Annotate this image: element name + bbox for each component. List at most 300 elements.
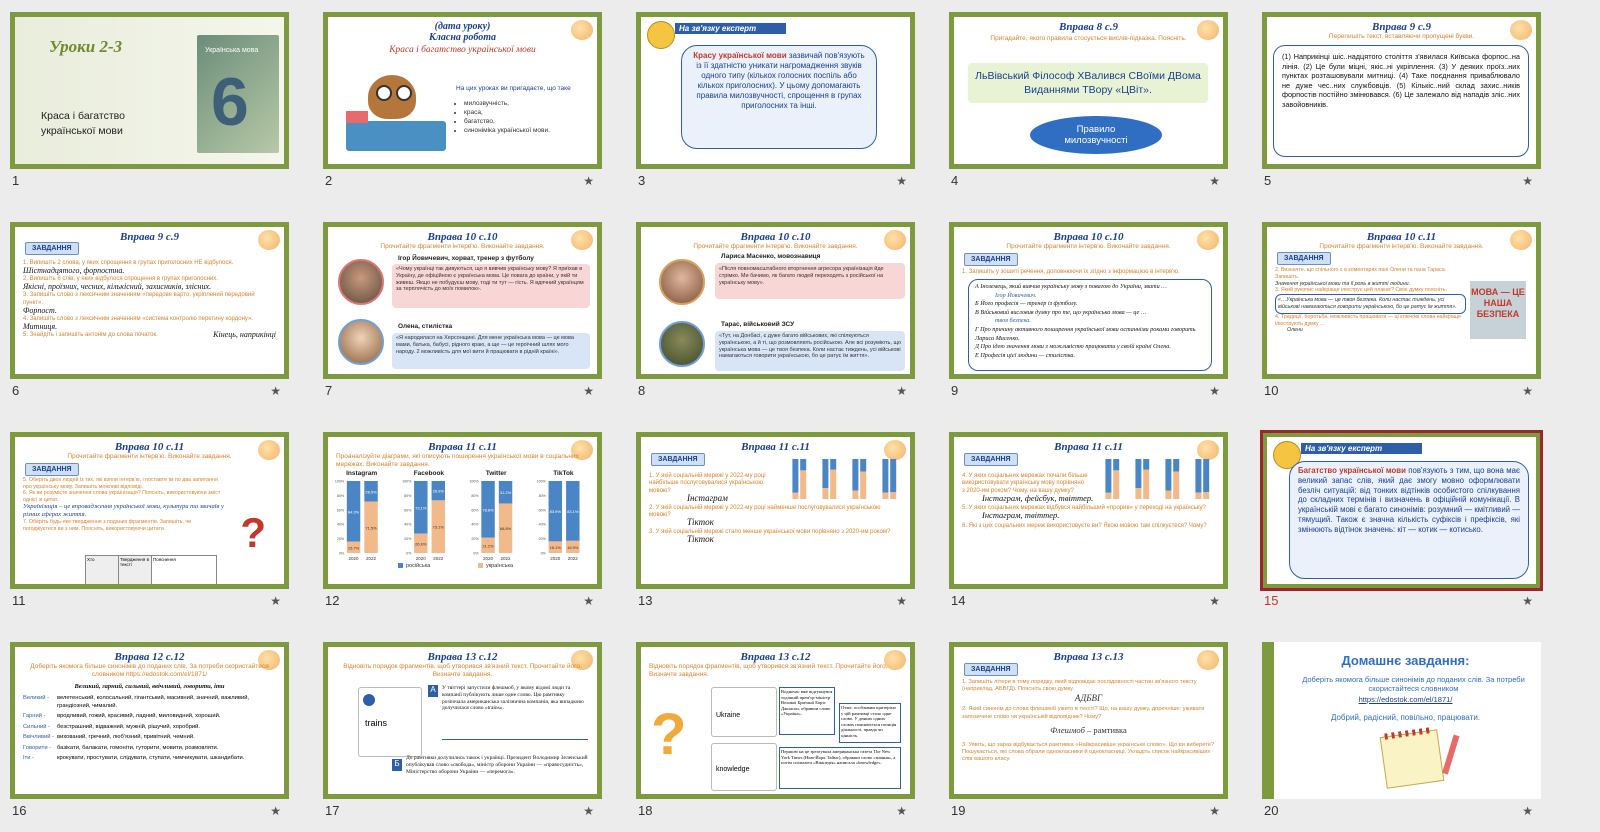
tweet-card [711, 687, 777, 737]
slide-thumbnail-4[interactable] [949, 12, 1228, 169]
synonyms: велетенський, колосальний, гігантський, масивний, значний, важливий, грандіозний, чималий. [57, 695, 250, 709]
data-label: 15.7% [347, 545, 360, 551]
y-tick-label: 80% [336, 493, 345, 498]
synonyms: вихований, гречний, люб'язний, привітний, чемний. [57, 734, 195, 740]
slide-cell-20 [1262, 642, 1541, 818]
slide-caption-line2: української мови [41, 125, 123, 137]
animation-star-icon[interactable]: ★ [270, 384, 281, 398]
tweet-avatar [363, 694, 375, 706]
task-list: 1. Запишіть літери в тому порядку, який відповідає послідовності частин зв'язного тексту (наприклад, АБВГД). Поясніть свою думку. АДБВГ 2. Який синонім до слова флешмоб ужито в тексті? Що, на вашу думку, доречніше: уживати запозичене слово чи українській відповідник? Чому? Флешмоб – рамтивка 3. Уявіть, що зараз відбувається рамтивка «Найкрасивіше українське слово». Що ви виберете? Пошукається, які слова обрали однокласники й однокласниці. Укладіть список найкрасивіших слів вашого класу. [962, 679, 1215, 763]
question-mark-figure-icon: ? [240, 509, 266, 556]
intro-text: На цих уроках ви пригадаєте, що таке [456, 85, 571, 92]
slide-title: Вправа 9 с.9 [1372, 21, 1431, 33]
bar-russian [800, 459, 806, 470]
y-tick-label: 60% [336, 508, 345, 513]
x-tick-label: 2022 [500, 556, 511, 561]
bullet-item: • милозвучність, [464, 99, 550, 108]
answer-line: Ігор Йовичевич. [995, 291, 1037, 299]
slide-number: 1 [12, 173, 20, 188]
bar-russian [860, 459, 866, 471]
question: 6. Як ви розумієте значення слова українізація? Поясніть, використовуючи зміст однієї зі цитат. [23, 490, 221, 503]
statement-table [85, 555, 217, 584]
bar-russian [1143, 459, 1149, 470]
animation-star-icon[interactable]: ★ [1209, 594, 1220, 608]
animation-star-icon[interactable]: ★ [896, 594, 907, 608]
word: Великий - [23, 695, 50, 701]
bullet-list [452, 99, 550, 135]
slide-cell-10 [1262, 222, 1541, 398]
word: Сильний - [23, 723, 51, 730]
y-tick-label: 40% [336, 522, 345, 527]
slide-title: Вправа 8 с.9 [1059, 21, 1118, 33]
slide-number: 11 [12, 593, 26, 608]
slide-thumbnail-5[interactable] [1262, 12, 1541, 169]
task-badge: ЗАВДАННЯ [964, 663, 1018, 676]
slide-cell-18 [636, 642, 915, 818]
book-title: Українська мова [205, 47, 259, 54]
slide-title: Домашнє завдання: [1341, 653, 1470, 668]
x-tick-label: 2020 [415, 556, 426, 561]
y-tick-label: 0% [473, 551, 479, 556]
slide-cell-3 [636, 12, 915, 188]
x-tick-label: 2020 [483, 556, 494, 561]
question: 5. Знайдіть і запишіть антонім до слова початок. [23, 332, 158, 338]
answer: Інстаграм [687, 493, 728, 504]
bar-russian [1173, 459, 1179, 471]
slide-subtitle: Доберіть якомога більше синонімів до поданих слів. За потреби скористайтеся словником https://edostok.com/el/1871/ [30, 663, 269, 678]
dictionary-link[interactable]: https://edostok.com/el/1871/ [1358, 695, 1453, 704]
slide-title: Вправа 11 с.11 [428, 441, 497, 453]
slide-thumbnail-8[interactable] [636, 222, 915, 379]
slide-thumbnail-7[interactable] [323, 222, 602, 379]
slide-number: 10 [1264, 383, 1279, 398]
legend-swatch [478, 563, 483, 568]
table-header: Пояснення [153, 557, 176, 562]
y-tick-label: 100% [402, 479, 412, 484]
synonyms: безстрашний, відважний, мужній, рішучий, хоробрий. [57, 723, 201, 730]
slide-thumbnail-9[interactable] [949, 222, 1228, 379]
tweet-card [358, 687, 422, 757]
slide-title: Вправа 11 с.11 [741, 441, 810, 453]
phrase-box: ЛьВівський Філософ ХВалився СВоїми ДВома Виданнями ТВору «ЦВіт». [968, 63, 1208, 103]
person-name: Лариса Масенко, мовознавиця [721, 253, 821, 260]
book-digit: 6 [211, 64, 249, 140]
slide-number: 15 [1264, 593, 1279, 608]
animation-star-icon[interactable]: ★ [270, 804, 281, 818]
question-mark-figure-icon: ? [651, 702, 687, 767]
synonyms-list [23, 695, 276, 763]
table-header: Хто [86, 556, 119, 584]
answers-box [968, 279, 1212, 371]
slide-title: Класна робота [428, 32, 497, 43]
slide-cell-11 [10, 432, 289, 608]
task-badge: ЗАВДАННЯ [964, 453, 1018, 466]
data-label: 84.3% [347, 509, 360, 515]
task-list [962, 473, 1215, 531]
answer: Флешмоб [1050, 724, 1085, 735]
answer-line: Г Про причину активного поширення української мови останніми роками говорить Лариса Масенко. [975, 325, 1196, 342]
y-tick-label: 40% [471, 522, 479, 527]
slide-thumbnail-14[interactable] [949, 432, 1228, 589]
slide-thumbnail-2[interactable] [323, 12, 602, 169]
data-label: 26.9% [432, 488, 444, 494]
slide-title: Вправа 9 с.9 [120, 231, 179, 243]
slide-cell-19 [949, 642, 1228, 818]
tweet-word: Ukraine [716, 712, 741, 719]
slide-cell-9 [949, 222, 1228, 398]
question: 7. Оберіть будь-яке твердження з поданих фрагментів. Запишіть, чи погоджуєтеся ви з ним. Поясніть, використовуючи цитати. [23, 519, 192, 532]
slide-thumbnail-grid [10, 12, 1541, 818]
animation-star-icon[interactable]: ★ [583, 384, 594, 398]
data-label: 83.1% [567, 508, 579, 514]
y-tick-label: 20% [471, 537, 479, 542]
book-cover-image [197, 35, 279, 153]
task-badge: ЗАВДАННЯ [25, 463, 79, 476]
question: 6. Які з цих соціальних мереж використовуєте ви? Якою мовою там спілкуєтеся? Чому? [962, 523, 1207, 530]
person-photo [338, 319, 384, 365]
tweet-card [711, 743, 777, 791]
y-tick-label: 80% [404, 493, 412, 498]
answer: Якісні, проїзних, чесних, кількісний, захисників, злісних. [23, 282, 212, 291]
question: 4. Запишіть слово з лексичним значенням «система контролю перетину кордону». [23, 316, 253, 322]
slide-subtitle: Відновіть порядок фрагментів, щоб утворився зв'язний текст. Прочитайте його. Визначте завдання. [649, 663, 888, 678]
animation-star-icon[interactable]: ★ [583, 174, 594, 188]
synonyms: вродливий, гожий, красивий, ладний, миловидний, хороший. [57, 713, 221, 719]
answer: Кінець, наприкінці [213, 330, 276, 339]
animation-star-icon[interactable]: ★ [1209, 174, 1220, 188]
y-tick-label: 0% [540, 551, 546, 556]
bullet-item: • багатство, [464, 117, 550, 126]
slide-subtitle: Прочитайте фрагменти інтерв'ю. Виконайте завдання. [380, 243, 545, 250]
person-name: Ігор Йовичевич, хорват, тренер з футболу [398, 255, 534, 262]
slide-thumbnail-17[interactable] [323, 642, 602, 799]
synonyms: крокувати, простувати, слідувати, ступати, чимчикувати, шкандибати. [57, 755, 245, 761]
animation-star-icon[interactable]: ★ [1522, 174, 1533, 188]
person-photo [338, 259, 384, 305]
expert-text-box [681, 45, 877, 149]
homework-text: Доберіть якомога більше синонімів до поданих слів. За потреби скористайтеся словником [1302, 675, 1525, 693]
x-tick-label: 2022 [567, 556, 578, 561]
slide-cell-14 [949, 432, 1228, 608]
slide-cell-8 [636, 222, 915, 398]
y-tick-label: 40% [404, 522, 412, 527]
data-label: 73.1% [415, 505, 427, 511]
y-tick-label: 60% [471, 508, 479, 513]
y-tick-label: 0% [338, 551, 345, 556]
y-tick-label: 20% [404, 537, 412, 542]
question: 2. Випишіть 6 слів, у яких відбулося спрощення в групах приголосних. [23, 276, 218, 282]
y-tick-label: 60% [538, 508, 546, 513]
animation-star-icon[interactable]: ★ [1209, 804, 1220, 818]
task-list [23, 259, 276, 339]
answer: Олени [1287, 327, 1303, 334]
slide-subtitle: Прочитайте фрагменти інтерв'ю. Виконайте завдання. [67, 453, 232, 460]
slide-thumbnail-18[interactable] [636, 642, 915, 799]
question: 5. Оберіть двох людей із тих, які взяли інтерв'ю, і поставте їм по два запитання про українську мову. Запишіть можливі відповіді. [23, 477, 218, 490]
data-label: 16.9% [567, 544, 579, 550]
slide-cell-17 [323, 642, 602, 818]
data-label: 83.9% [549, 509, 561, 515]
answer: Тікток [687, 534, 714, 545]
animation-star-icon[interactable]: ★ [896, 804, 907, 818]
question: 3. Уявіть, що зараз відбувається рамтивка «Найкрасивіше українське слово». Що ви виберете? Пошукається, які слова обрали однокласники й однокласниці. Укладіть список найкрасивіших слів вашого класу. [962, 741, 1215, 763]
slide-cell-7 [323, 222, 602, 398]
data-label: 16.1% [549, 545, 561, 551]
fragment-d: Першою на це зреагувала американська газета The New York Times (Нью-Йорк Таймс), обравши слово «знання», а потім спільнота «Вікіпедія» написала «knowledge». [779, 747, 901, 789]
tweet-word: knowledge [716, 766, 750, 773]
answer: Форпост. [23, 306, 57, 315]
animation-star-icon[interactable]: ★ [896, 384, 907, 398]
person-name: Тарас, військовий ЗСУ [721, 321, 795, 328]
slide-thumbnail-16[interactable] [10, 642, 289, 799]
person-name: Олена, стилістка [398, 323, 453, 330]
y-tick-label: 60% [404, 508, 412, 513]
slide-thumbnail-6[interactable] [10, 222, 289, 379]
task-list [23, 477, 224, 533]
data-label: 73.1% [432, 524, 444, 530]
slide-cell-6 [10, 222, 289, 398]
slide-number: 4 [951, 173, 959, 188]
slide-thumbnail-11[interactable] [10, 432, 289, 589]
rule-cloud: Правило милозвучності [1030, 116, 1162, 154]
question: 3. Запишіть слово з лексичним значенням «передове варто, укріплений передовий пункт». [23, 292, 255, 306]
y-tick-label: 100% [536, 479, 546, 484]
y-tick-label: 20% [336, 537, 345, 542]
answer-line: Е Професія цієї людини — стилістка. [975, 351, 1076, 359]
slide-date: (дата уроку) [434, 21, 491, 32]
expert-avatar-icon [647, 21, 675, 49]
slide-subtitle: Відновіть порядок фрагментів, щоб утворився зв'язний текст. Прочитайте його. Визначте завдання. [343, 663, 582, 678]
chart-title: Instagram [346, 470, 378, 477]
slide-title: Вправа 10 с.10 [1053, 231, 1124, 243]
slide-subtitle: Проаналізуйте діаграми, які описують поширення української мови в соціальних мережах. Виконайте завдання. [336, 453, 579, 468]
y-tick-label: 80% [471, 493, 479, 498]
letter-a: А [428, 685, 438, 697]
slide-number: 18 [638, 803, 653, 818]
slide-number: 12 [325, 593, 340, 608]
slide-title: Вправа 13 с.12 [740, 651, 811, 663]
task-badge: ЗАВДАННЯ [651, 453, 705, 466]
question: 4. Традиції, боротьба, можливість працювати — ці ключові слова найкраще ілюструють думку … [1275, 313, 1461, 327]
slide-subtitle: Краса і багатство української мови [389, 45, 536, 55]
owl-desk-illustration [346, 67, 446, 155]
slide-cell-4 [949, 12, 1228, 188]
slide-number: 9 [951, 383, 959, 398]
answer: АДБВГ [1074, 693, 1103, 704]
prompt-words: Великий, гарний, сильний, ввічливий, говорити, іти [74, 683, 225, 690]
synonyms: базікати, балакати, гомоніти, гуторити, мовити, розмовляти. [57, 744, 219, 751]
slide-number: 16 [12, 803, 27, 818]
task-badge: ЗАВДАННЯ [25, 242, 79, 255]
question: 1. Запишіть літери в тому порядку, який відповідає послідовності частин зв'язного тексту (наприклад, АБВГД). Поясніть свою думку. [962, 679, 1197, 693]
answer-line: Д Про ідею значення мови з можливістю працювати у своїй країні Олена. [975, 343, 1171, 351]
slide-cell-1 [10, 12, 289, 188]
slide-subtitle: Перепишіть текст, вставляючи пропущені букви. [1328, 33, 1475, 40]
quote-box: «Я народилася на Херсонщині. Для мене українська мова — це мова мами, батька, бабусі, рідного краю, а ще — це героїчний шлях мого народу. 2 можливість для мої вити й працювати в рідній країні». [392, 333, 590, 369]
table-header: Твердження в тексті [119, 556, 152, 584]
slide-title: Вправа 11 с.11 [1054, 441, 1123, 453]
homework-words: Добрий, радісний, повільно, працювати. [1330, 713, 1481, 722]
data-label: 21.2% [482, 543, 494, 549]
task-badge: ЗАВДАННЯ [1277, 252, 1331, 265]
x-tick-label: 2022 [433, 556, 444, 561]
word: Гарний - [23, 713, 46, 719]
slide-title: Вправа 10 с.11 [1366, 231, 1437, 243]
legend-swatch [398, 563, 403, 568]
slide-thumbnail-13[interactable] [636, 432, 915, 589]
fragment-b: До рамтивки долучились також і українці. Президент Володимир Зеленський опублікував слово «свобода», міністр оборони України — «правосудність», Міністерство оборони України — «перемога». [406, 755, 588, 775]
word: Іти - [23, 755, 35, 761]
slide-title: Вправа 10 с.11 [114, 441, 185, 453]
legend-label: українська [486, 563, 514, 569]
answer: Українізація – це впровадження української мови, культури та звичаїв у різних сферах життя. [23, 503, 224, 519]
slide-subtitle: Прочитайте фрагменти інтерв'ю. Виконайте завдання. [693, 243, 858, 250]
quote-box: «Після повномасштабного вторгнення агресора українізація йде стрімко. Ми бачимо, як багато людей переходять з російської на українську мову». [715, 263, 905, 299]
slide-thumbnail-15[interactable] [1262, 432, 1541, 589]
slide-thumbnail-12[interactable] [323, 432, 602, 589]
question: 2. Визначте, що спільного є в коментарях пані Олени та пана Тараса. Запишіть. [1275, 267, 1447, 280]
slide-number: 2 [325, 173, 333, 188]
y-tick-label: 40% [538, 522, 546, 527]
letter-b: Б [392, 759, 402, 771]
question: 2. У якій соціальній мережі у 2022-му році найменше послуговувалися українською мовою? [649, 504, 881, 519]
notepad-icon [1380, 729, 1445, 789]
slide-cell-13 [636, 432, 915, 608]
bar-russian [830, 459, 836, 470]
animation-star-icon[interactable]: ★ [583, 594, 594, 608]
y-tick-label: 100% [334, 479, 345, 484]
question: 3. Який рукопис найкраще ілюструє цей плакат? Своє думку поясніть. [1275, 287, 1447, 294]
animation-star-icon[interactable]: ★ [1209, 384, 1220, 398]
person-photo [659, 259, 705, 305]
question: 4. У яких соціальних мережах почали більше використовувати українську мову порівняно з 2020-им роком? Чому, на вашу думку? [962, 473, 1088, 494]
animation-star-icon[interactable]: ★ [270, 594, 281, 608]
slide-subtitle: Пригадайте, якого правила стосується вислів-підказка. Поясніть. [990, 35, 1187, 42]
person-photo [659, 321, 705, 367]
slide-cell-12 [323, 432, 602, 608]
y-tick-label: 20% [538, 537, 546, 542]
slide-title: Вправа 12 с.12 [114, 651, 185, 663]
answer: Інстаграм, фейсбук, твіттер. [982, 493, 1094, 504]
answer-line: Б Його професія — тренер із футболу. [975, 300, 1078, 308]
chart-title: TikTok [553, 470, 574, 477]
slide-title: Вправа 10 с.10 [427, 231, 498, 243]
animation-star-icon[interactable]: ★ [896, 174, 907, 188]
data-label: 68.8% [499, 526, 512, 532]
answer: Шістнадцятого, форпостна. [23, 266, 125, 275]
quote-box: «Чому українці так дивуються, що я вивчив українську мову? Я приїхав в Україну, де офіційною є українська мова. Це повага до країни, у якій ти живеш. Якщо не побудуєш мову, тоді ти тут — гість. Я вдячний українцям за терплячість до моїх помилок». [392, 264, 590, 308]
y-tick-label: 100% [469, 479, 479, 484]
data-label: 26.9% [415, 541, 427, 547]
slide-cell-5 [1262, 12, 1541, 188]
expert-text-box [1289, 461, 1529, 579]
legend-label: російська [406, 563, 431, 569]
y-tick-label: 0% [406, 551, 412, 556]
slide-thumbnail-20[interactable] [1262, 642, 1541, 799]
task-text: 1. Запишіть у зошиті речення, доповнюючи їх згідно з інформацією в інтерв'ю. [962, 269, 1180, 275]
answer-line: В Військовий висловив думку про те, що українська мова — це … [975, 308, 1147, 316]
slide-number: 7 [325, 383, 333, 398]
slide-thumbnail-3[interactable] [636, 12, 915, 169]
expert-text: зазвичай пов'язують із її здатністю уникати нагромадження звуків одного типу (кількох голосних поспіль або кількох приголосних). У цьому допомагають правила милозвучності, спрощення в групах приголосних та інші. [696, 51, 865, 110]
bar-russian [1113, 459, 1119, 470]
slide-number: 14 [951, 593, 966, 608]
slide-title: Вправа 13 с.13 [1053, 651, 1124, 663]
animation-star-icon[interactable]: ★ [1522, 594, 1533, 608]
x-tick-label: 2022 [366, 556, 377, 561]
answer-line: А Іноземець, який вивчив українську мову з повагою до України, звати … [975, 283, 1167, 290]
data-label: 78.8% [482, 507, 494, 513]
slide-cell-15 [1262, 432, 1541, 608]
tweet-word: trains [365, 718, 388, 728]
animation-star-icon[interactable]: ★ [583, 804, 594, 818]
data-label: 28.5% [365, 489, 377, 495]
word: Ввічливий - [23, 734, 54, 740]
slide-title: Вправа 10 с.10 [740, 231, 811, 243]
answer: Значення української мови та її роль в житті людини. [1275, 280, 1411, 287]
bullet-item: • краса, [464, 108, 550, 117]
word: Говорити - [23, 744, 52, 751]
bullet-item: • синоніміка української мови. [464, 126, 550, 135]
task-list [649, 473, 902, 544]
slide-cell-16 [10, 642, 289, 818]
slide-number: 13 [638, 593, 653, 608]
slide-thumbnail-19[interactable] [949, 642, 1228, 799]
slide-thumbnail-1[interactable] [10, 12, 289, 169]
question: 1. Випишіть 2 слова, у яких спрощення в групах приголосних НЕ відбулося. [23, 260, 234, 266]
fragment-g: Отже, особливим критерієм у цій рамтивці стало одне слово. У деяких одних словах пояснюється позиція діяльності, правда чи цінність. [839, 703, 901, 743]
task-list [1275, 267, 1466, 334]
slide-caption-line1: Краса і багатство [41, 110, 125, 122]
slide-number: 19 [951, 803, 966, 818]
quote: «…Українська мова — це твоя безпека. Коли настає тиждень, усі військові намагаються говорити українською, бо це ратує їм життя». [1275, 294, 1466, 314]
slide-number: 6 [12, 383, 20, 398]
question: 3. У якій соціальній мережі стало менше української мови порівняно з 2020-им роком? [649, 528, 891, 535]
slide-subtitle: Прочитайте фрагменти інтерв'ю. Виконайте завдання. [1006, 243, 1171, 250]
quote-box: «Тут, на Донбасі, є дуже багато військових, які спілкуються українською, а й ті, що розмовляють російською. Але всі розуміють, що українська мова — це твоя безпека. Коли настає тиждень, усі військові намагаються говорити українською, бо це ратує їм життя». [715, 331, 905, 371]
question: 2. Який синонім до слова флешмоб ужито в тексті? Що, на вашу думку, доречніше: уживати запозичене слово чи українській відповідник? Чому? [962, 706, 1205, 720]
chart-title: Twitter [485, 470, 507, 477]
question: 5. У яких соціальних мережах відбувся найбільший «прорив» у переході на українську? [962, 504, 1206, 511]
expert-badge: На зв'язку експерт [1301, 443, 1422, 454]
slide-number: 3 [638, 173, 646, 188]
task-badge: ЗАВДАННЯ [964, 253, 1018, 266]
data-label: 71.5% [365, 525, 377, 531]
slide-title: Уроки 2-3 [49, 37, 123, 56]
animation-star-icon[interactable]: ★ [1522, 804, 1533, 818]
slide-number: 5 [1264, 173, 1272, 188]
poster-photo: МОВА — ЦЕ НАША БЕЗПЕКА [1470, 281, 1526, 339]
data-label: 31.2% [499, 490, 512, 496]
slide-cell-2 [323, 12, 602, 188]
slide-thumbnail-10[interactable] [1262, 222, 1541, 379]
answer: Митниця. [23, 322, 58, 331]
slide-number: 17 [325, 803, 340, 818]
exercise-text-box: (1) Наприкінці шіс..надцятого століття з'явилася Київська форпос..на лінія. (2) Це були міцні, якіс..ні укріплення. (3) У деяких проїз..них пунктах розташовували митниці. (4) Таке поєднання приваблювало не дуже чес..них службовців. (5) Кількіс..ний склад захис..ників форпостів постійно змінювався. (6) Це залежало від нападів зліс..них завойовників. [1273, 45, 1529, 157]
social-language-charts [328, 467, 597, 584]
expert-text-bold: Багатство української мови [1298, 466, 1406, 475]
answer: Тікток [687, 517, 714, 528]
question: 1. У якій соціальній мережі у 2022-му році найбільше послуговувалися українською мовою? [649, 473, 766, 494]
chart-title: Facebook [413, 470, 445, 477]
slide-number: 8 [638, 383, 646, 398]
fragment-v: Водночас вже відгукнувся тодішній прем'єр-міністр Великої Британії Боріс Джонсон, обравши слово «Україна». [779, 687, 835, 735]
fragment-a: У твіттері запустили флешмоб, у якому відомі люди та компанії публікують лише одне слово. Цю рамтивку розпочала американська залізнична компанія, яка випадково долучилася слово «trains». [442, 685, 588, 740]
answer: Інстаграм, твіттер. [982, 510, 1060, 521]
expert-text-bold: Красу української мови [693, 51, 787, 60]
animation-star-icon[interactable]: ★ [1522, 384, 1533, 398]
answer: рамтивка [1093, 724, 1127, 735]
